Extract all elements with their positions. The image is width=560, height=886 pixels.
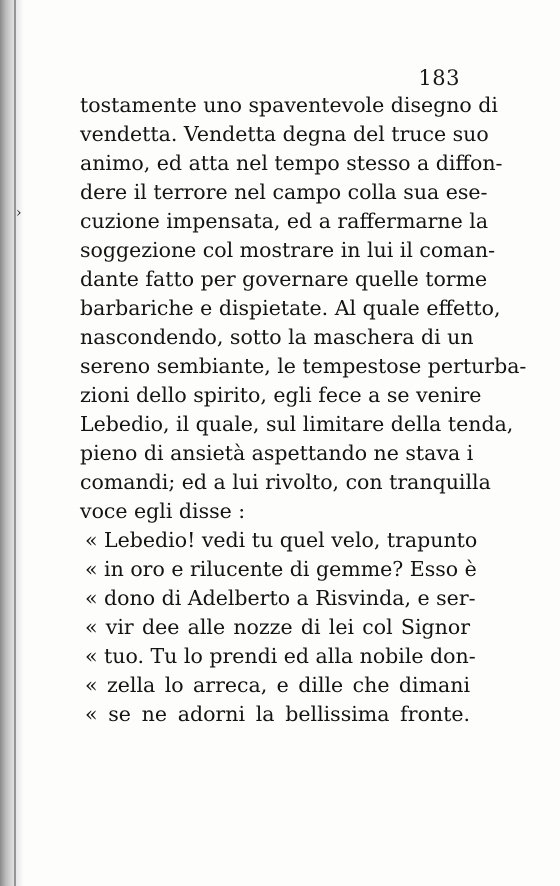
- text-line: cuzione impensata, ed a raffermarne la: [80, 209, 489, 233]
- text-line: voce egli disse :: [80, 499, 246, 523]
- text-line: vendetta. Vendetta degna del truce suo: [80, 122, 489, 146]
- quote-line: « tuo. Tu lo prendi ed alla nobile don-: [85, 644, 476, 668]
- quote-line: « se ne adorni la bellissima fronte.: [85, 702, 470, 726]
- edge-mark: ›: [16, 205, 22, 221]
- quote-line: « vir dee alle nozze di lei col Signor: [85, 615, 470, 639]
- text-line: soggezione col mostrare in lui il coman-: [80, 238, 496, 262]
- text-line: tostamente uno spaventevole disegno di: [80, 93, 498, 117]
- text-line: zioni dello spirito, egli fece a se venire: [80, 383, 482, 407]
- text-line: animo, ed atta nel tempo stesso a diffon-: [80, 151, 503, 175]
- text-line: Lebedio, il quale, sul limitare della tenda,: [80, 412, 514, 436]
- text-line: sereno sembiante, le tempestose perturba-: [80, 354, 527, 378]
- text-line: nascondendo, sotto la maschera di un: [80, 325, 474, 349]
- quote-line: « in oro e rilucente di gemme? Esso è: [85, 557, 477, 581]
- text-line: comandi; ed a lui rivolto, con tranquilla: [80, 470, 491, 494]
- binding-line: [14, 0, 16, 886]
- text-line: dante fatto per governare quelle torme: [80, 267, 488, 291]
- page-number: 183: [418, 66, 460, 90]
- text-line: barbariche e dispietate. Al quale effetto,: [80, 296, 501, 320]
- quote-line: « Lebedio! vedi tu quel velo, trapunto: [85, 528, 478, 552]
- text-line: dere il terrore nel campo colla sua ese-: [80, 180, 488, 204]
- binding-edge: [0, 0, 24, 886]
- quote-line: « dono di Adelberto a Risvinda, e ser-: [85, 586, 476, 610]
- quote-line: « zella lo arreca, e dille che dimani: [85, 673, 470, 697]
- text-line: pieno di ansietà aspettando ne stava i: [80, 441, 474, 465]
